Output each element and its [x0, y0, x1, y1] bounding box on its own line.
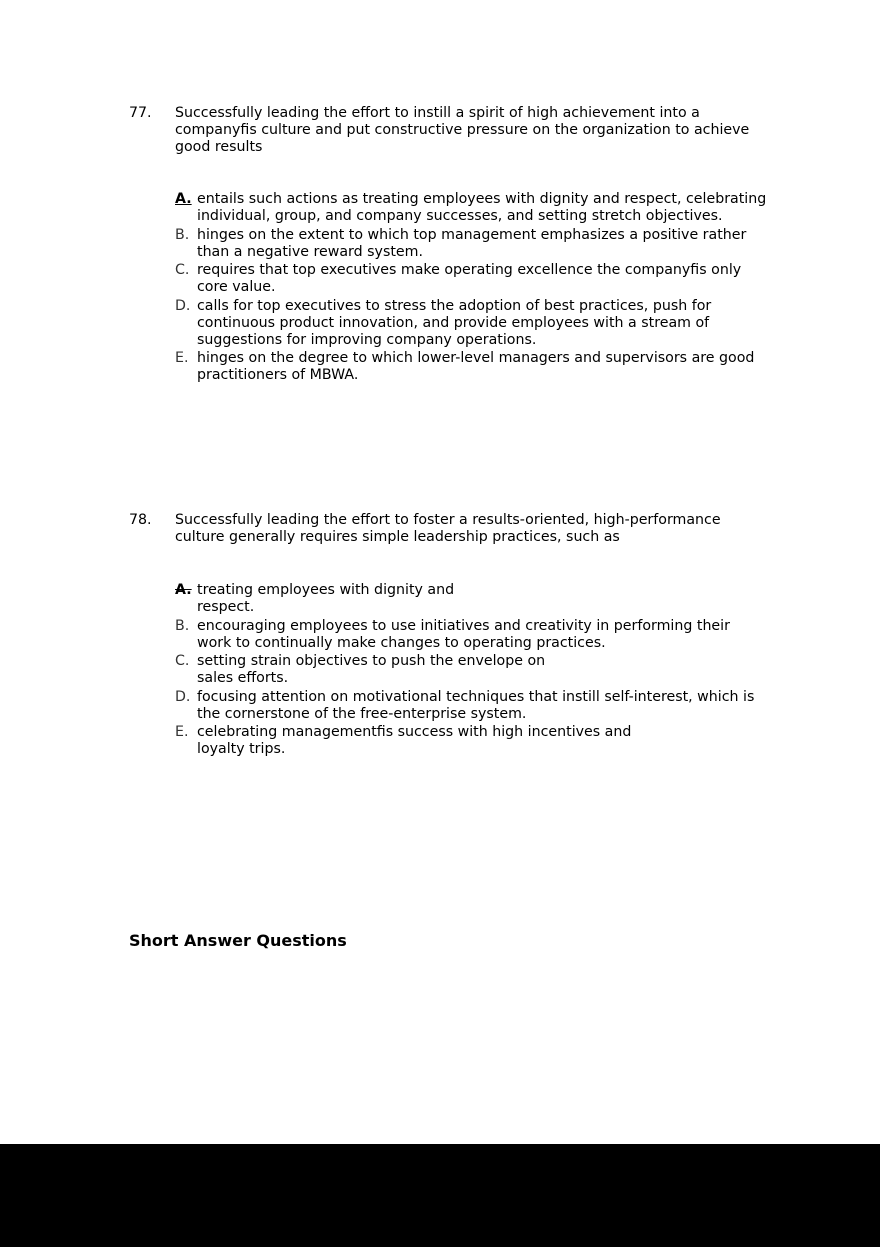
section-heading: Short Answer Questions	[129, 931, 347, 950]
option-letter: B.	[175, 617, 190, 634]
stem-line: Successfully leading the effort to foster a results-oriented, high-performance	[175, 512, 721, 528]
option-text-line: sales efforts.	[197, 670, 289, 686]
stem-line: Successfully leading the effort to instill a spirit of high achievement into a	[175, 105, 700, 121]
option-text-line: loyalty trips.	[197, 741, 286, 757]
option-text-line: calls for top executives to stress the adoption of best practices, push for	[197, 297, 712, 314]
option-text-line: individual, group, and company successes, and setting stretch objectives.	[197, 208, 723, 224]
option-text-line: practitioners of MBWA.	[197, 367, 359, 383]
option-text-line: continuous product innovation, and provide employees with a stream of	[197, 314, 710, 331]
option-text-line: than a negative reward system.	[197, 243, 423, 260]
option-letter: E.	[175, 350, 189, 366]
option-letter: D.	[175, 688, 191, 705]
question-78	[129, 512, 789, 757]
stem-line: culture generally requires simple leadership practices, such as	[175, 529, 620, 545]
option-e	[175, 350, 795, 384]
option-text-line: treating employees with dignity and	[197, 582, 455, 598]
option-c	[175, 653, 795, 687]
option-text-line: suggestions for improving company operations.	[197, 331, 537, 348]
option-c	[175, 262, 795, 296]
option-text-line: respect.	[197, 599, 255, 615]
option-letter: E.	[175, 724, 189, 740]
option-d	[175, 298, 795, 349]
option-letter: C.	[175, 262, 190, 278]
option-e	[175, 724, 795, 758]
question-77	[129, 105, 789, 383]
question-stem	[129, 105, 789, 156]
answer-options	[175, 582, 795, 760]
option-text-line: setting strain objectives to push the envelope on	[197, 653, 546, 669]
option-text-line: hinges on the extent to which top management emphasizes a positive rather	[197, 226, 747, 243]
option-b	[175, 618, 795, 652]
option-text-line: encouraging employees to use initiatives and creativity in performing their	[197, 617, 730, 634]
question-number: 77.	[129, 105, 152, 121]
option-text-line: hinges on the degree to which lower-level managers and supervisors are good	[197, 350, 755, 366]
option-text-line: the cornerstone of the free-enterprise system.	[197, 705, 527, 722]
question-number: 78.	[129, 512, 152, 528]
option-a	[175, 191, 795, 225]
answer-options	[175, 191, 795, 386]
option-text-line: focusing attention on motivational techniques that instill self-interest, which is	[197, 688, 755, 705]
option-b	[175, 227, 795, 261]
option-text-line: work to continually make changes to operating practices.	[197, 634, 606, 651]
question-stem	[129, 512, 789, 546]
option-d	[175, 689, 795, 723]
option-letter: D.	[175, 297, 191, 314]
option-text-line: core value.	[197, 279, 276, 295]
option-letter: C.	[175, 653, 190, 669]
option-letter: B.	[175, 226, 190, 243]
option-letter-correct: A.	[175, 582, 192, 598]
option-text-line: requires that top executives make operating excellence the companyfis only	[197, 262, 742, 278]
stem-line: companyfis culture and put constructive pressure on the organization to achieve	[175, 122, 750, 138]
option-letter-correct: A.	[175, 191, 192, 207]
option-a	[175, 582, 795, 616]
stem-line: good results	[175, 139, 263, 155]
option-text-line: entails such actions as treating employees with dignity and respect, celebrating	[197, 191, 767, 207]
option-text-line: celebrating managementfis success with high incentives and	[197, 724, 632, 740]
bottom-black-bar	[0, 1144, 880, 1247]
